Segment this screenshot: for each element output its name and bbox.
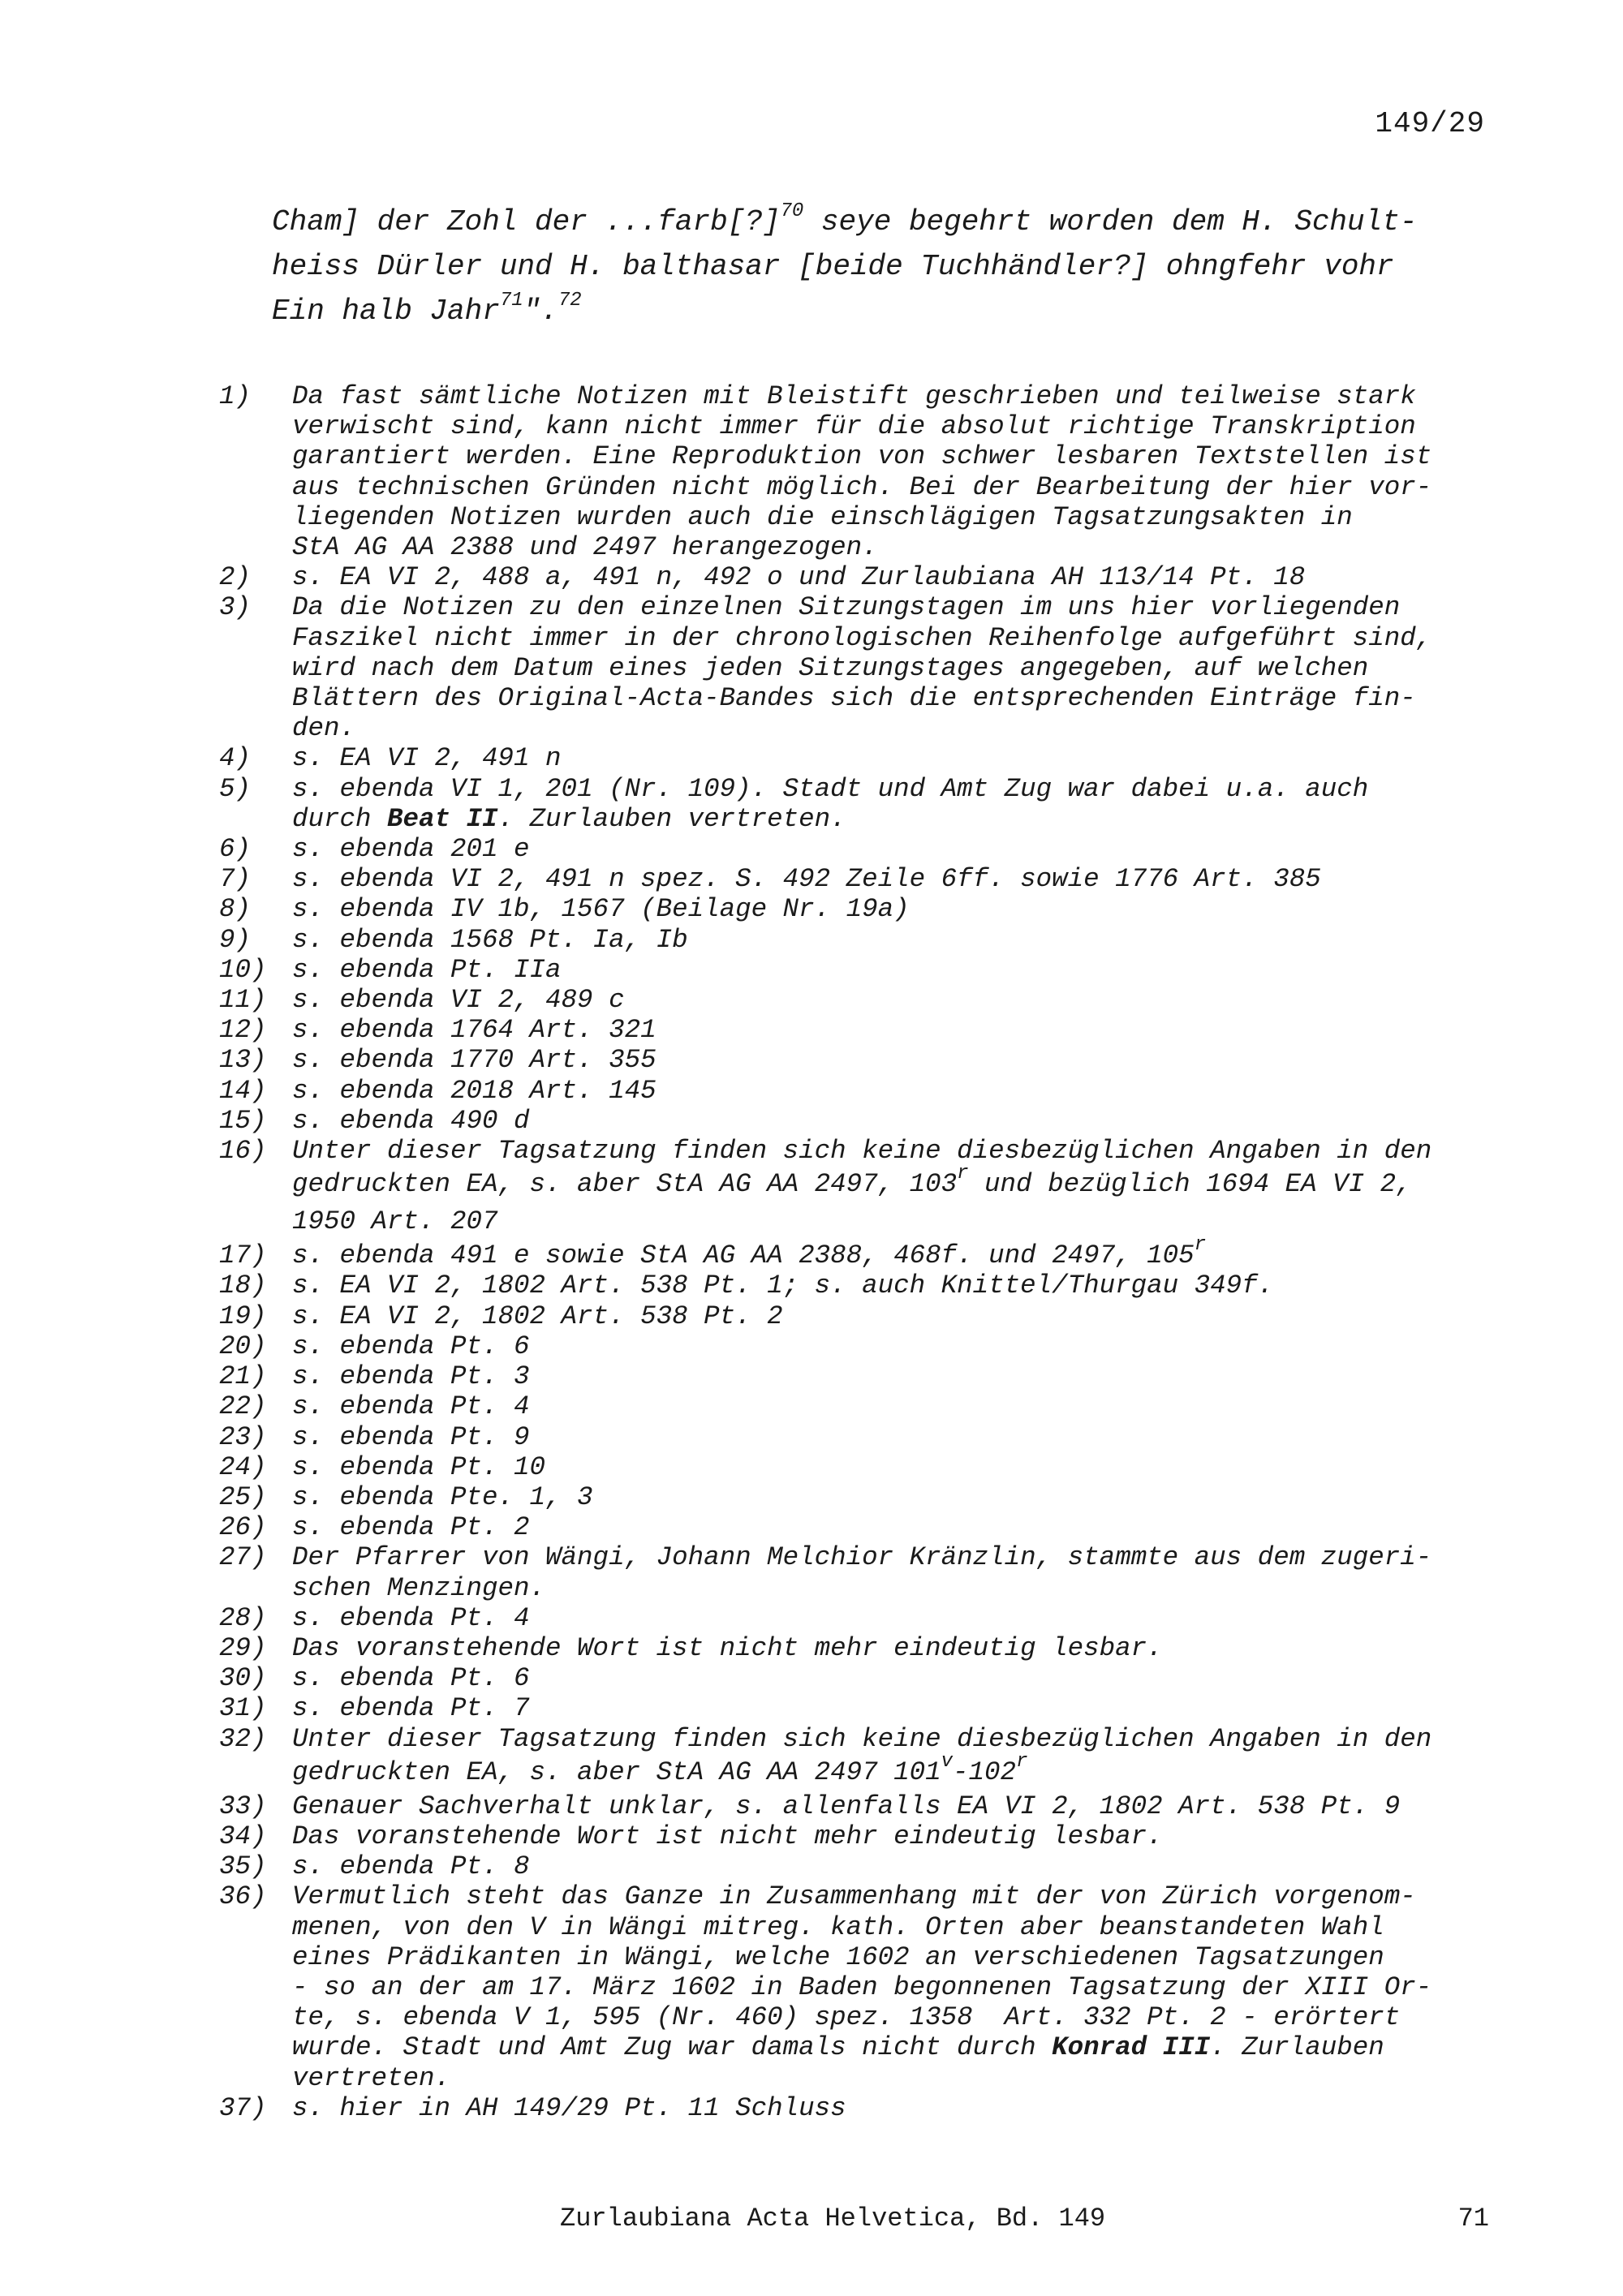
footnote-6: 6) s. ebenda 201 e	[219, 834, 530, 865]
footnote-18: 18) s. EA VI 2, 1802 Art. 538 Pt. 1; s. auch Knittel/Thurgau 349f.	[219, 1271, 1274, 1301]
intro-line-3: Ein halb Jahr$^{71}$".$^{72}$	[272, 290, 582, 328]
footnote-26: 26) s. ebenda Pt. 2	[219, 1512, 530, 1543]
footnote-31: 31) s. ebenda Pt. 7	[219, 1693, 530, 1724]
footnote-12: 12) s. ebenda 1764 Art. 321	[219, 1015, 657, 1046]
footnote-29: 29) Das voranstehende Wort ist nicht mehr eindeutig lesbar.	[219, 1632, 1163, 1663]
footnote-20: 20) s. ebenda Pt. 6	[219, 1331, 530, 1361]
footnote-34: 34) Das voranstehende Wort ist nicht mehr eindeutig lesbar.	[219, 1821, 1163, 1851]
footnote-7: 7) s. ebenda VI 2, 491 n spez. S. 492 Zeile 6ff. sowie 1776 Art. 385	[219, 864, 1321, 895]
footnote-22: 22) s. ebenda Pt. 4	[219, 1391, 530, 1422]
footnote-10: 10) s. ebenda Pt. IIa	[219, 954, 562, 985]
footer-page-number: 71	[1457, 2204, 1489, 2234]
footnote-9: 9) s. ebenda 1568 Pt. Ia, Ib	[219, 924, 688, 955]
footnote-21: 21) s. ebenda Pt. 3	[219, 1361, 530, 1392]
intro-line-1: Cham] der Zohl der ...farb[?]$^{70}$ seye begehrt worden dem H. Schult-	[272, 200, 1418, 239]
footnote-32: 32) Unter dieser Tagsatzung finden sich keine diesbezüglichen Angaben in den gedruckten EA, s. aber StA AG AA 2497 101$^v$-102$^r$	[219, 1723, 1432, 1787]
footnote-28: 28) s. ebenda Pt. 4	[219, 1602, 530, 1633]
footnote-14: 14) s. ebenda 2018 Art. 145	[219, 1075, 657, 1106]
intro-line-2: heiss Dürler und H. balthasar [beide Tuchhändler?] ohngfehr vohr	[272, 250, 1394, 283]
footnote-16: 16) Unter dieser Tagsatzung finden sich keine diesbezüglichen Angaben in den gedruckten EA, s. aber StA AG AA 2497, 103$^r$ und bezüglich 1694 EA VI 2, 1950 Art. 207	[219, 1136, 1432, 1237]
footnote-4: 4) s. EA VI 2, 491 n	[219, 743, 562, 774]
footnote-5: 5) s. ebenda VI 1, 201 (Nr. 109). Stadt und Amt Zug war dabei u.a. auch durch Beat II. Zurlauben vertreten.	[219, 773, 1369, 834]
footnote-11: 11) s. ebenda VI 2, 489 c	[219, 985, 625, 1016]
page-identifier: 149/29	[1375, 107, 1485, 140]
footnote-27: 27) Der Pfarrer von Wängi, Johann Melchior Kränzlin, stammte aus dem zugeri- schen Menzingen.	[219, 1542, 1432, 1603]
footnote-25: 25) s. ebenda Pte. 1, 3	[219, 1481, 593, 1512]
footnote-24: 24) s. ebenda Pt. 10	[219, 1451, 546, 1482]
footnote-23: 23) s. ebenda Pt. 9	[219, 1421, 530, 1452]
footnote-2: 2) s. EA VI 2, 488 a, 491 n, 492 o und Zurlaubiana AH 113/14 Pt. 18	[219, 562, 1306, 593]
footnote-number: 1)	[219, 381, 252, 411]
footnote-30: 30) s. ebenda Pt. 6	[219, 1663, 530, 1694]
footnote-35: 35) s. ebenda Pt. 8	[219, 1851, 530, 1882]
footnote-33: 33) Genauer Sachverhalt unklar, s. allenfalls EA VI 2, 1802 Art. 538 Pt. 9	[219, 1791, 1401, 1821]
footnotes-list	[219, 381, 1501, 2123]
footnote-3: 3) Da die Notizen zu den einzelnen Sitzungstagen im uns hier vorliegenden Faszikel nicht immer in der chronologischen Reihenfolge aufgeführt sind, wird nach dem Datum eines jeden Sitzungstages angegeben, auf welchen Blättern des Original-Acta-Bandes sich die entsprechenden Einträge fin- den.	[219, 592, 1432, 744]
footnote-19: 19) s. EA VI 2, 1802 Art. 538 Pt. 2	[219, 1301, 783, 1331]
footnote-1: 1) Da fast sämtliche Notizen mit Bleistift geschrieben und teilweise stark verwischt sind, kann nicht immer für die absolut richtige Transkription garantiert werden. Eine Reproduktion von schwer lesbaren Textstellen ist aus technischen Gründen nicht möglich. Bei der Bearbeitung der hier vor- liegenden Notizen wurden auch die einschlägigen Tagsatzungsakten in StA AG AA 2388 und 2497 herangezogen.	[219, 381, 1432, 563]
footnote-15: 15) s. ebenda 490 d	[219, 1105, 530, 1136]
footnote-37: 37) s. hier in AH 149/29 Pt. 11 Schluss	[219, 2092, 846, 2123]
footnote-8: 8) s. ebenda IV 1b, 1567 (Beilage Nr. 19a)	[219, 894, 910, 925]
footnote-17: 17) s. ebenda 491 e sowie StA AG AA 2388, 468f. und 2497, 105$^r$	[219, 1234, 1207, 1271]
footer-title: Zurlaubiana Acta Helvetica, Bd. 149	[560, 2204, 1106, 2234]
footnote-36: 36) Vermutlich steht das Ganze in Zusammenhang mit der von Zürich vorgenom- menen, von den V in Wängi mitreg. kath. Orten aber beanstandeten Wahl eines Prädikanten in Wängi, welche 1602 an verschiedenen Tagsatzungen - so an der am 17. März 1602 in Baden begonnenen Tagsatzung der XIII Or- te, s. ebenda V 1, 595 (Nr. 460) spez. 1358 Art. 332 Pt. 2 - erörtert wurde. Stadt und Amt Zug war damals nicht durch Konrad III. Zurlauben vertreten.	[219, 1881, 1432, 2093]
footnote-13: 13) s. ebenda 1770 Art. 355	[219, 1045, 657, 1076]
intro-text	[272, 200, 1489, 333]
